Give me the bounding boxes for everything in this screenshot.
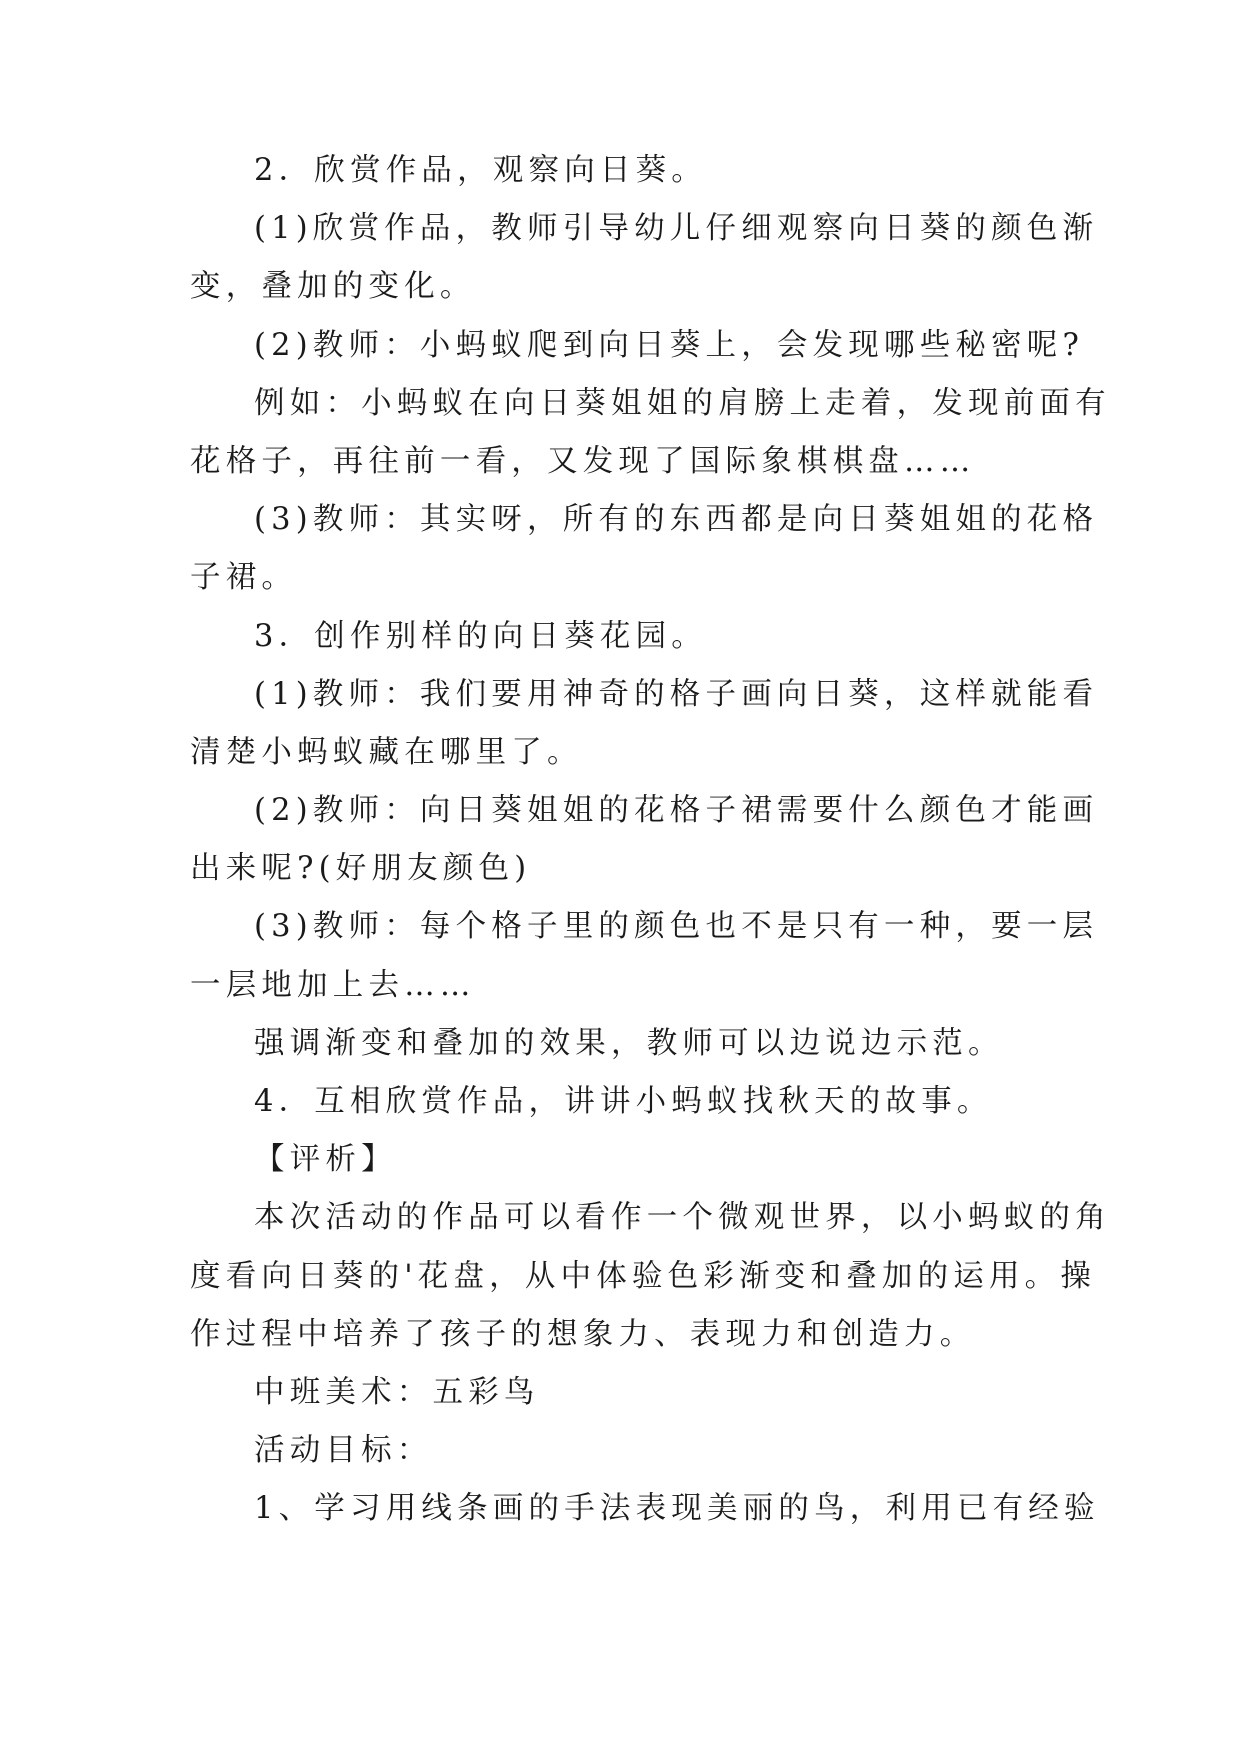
- paragraph-line: 本次活动的作品可以看作一个微观世界，以小蚂蚁的角: [254, 1200, 1111, 1236]
- paragraph-line: 度看向日葵的'花盘，从中体验色彩渐变和叠加的运用。操: [190, 1258, 1097, 1294]
- paragraph-line: (2)教师：小蚂蚁爬到向日葵上，会发现哪些秘密呢?: [254, 327, 1085, 363]
- paragraph-line: 出来呢?(好朋友颜色): [190, 851, 532, 887]
- paragraph-line: 子裙。: [190, 560, 298, 596]
- paragraph-line: (3)教师：其实呀，所有的东西都是向日葵姐姐的花格: [254, 502, 1099, 538]
- paragraph-line: 一层地加上去……: [190, 967, 476, 1003]
- analysis-heading: 【评析】: [254, 1142, 397, 1178]
- paragraph-line: 1、学习用线条画的手法表现美丽的鸟，利用已有经验: [254, 1491, 1100, 1527]
- paragraph-line: (1)教师：我们要用神奇的格子画向日葵，这样就能看: [254, 676, 1099, 712]
- paragraph-line: (1)欣赏作品，教师引导幼儿仔细观察向日葵的颜色渐: [254, 211, 1099, 247]
- paragraph-line: 强调渐变和叠加的效果，教师可以边说边示范。: [254, 1025, 1004, 1061]
- step-4-heading: 4．互相欣赏作品，讲讲小蚂蚁找秋天的故事。: [254, 1084, 993, 1119]
- paragraph-line: 例如：小蚂蚁在向日葵姐姐的肩膀上走着，发现前面有: [254, 385, 1111, 421]
- section-heading: 活动目标：: [254, 1433, 433, 1469]
- step-2-heading: 2．欣赏作品，观察向日葵。: [254, 153, 708, 188]
- paragraph-line: 变，叠加的变化。: [190, 269, 476, 305]
- paragraph-line: 作过程中培养了孩子的想象力、表现力和创造力。: [190, 1316, 976, 1352]
- paragraph-line: (3)教师：每个格子里的颜色也不是只有一种，要一层: [254, 909, 1099, 945]
- step-3-heading: 3．创作别样的向日葵花园。: [254, 618, 708, 654]
- lesson-title: 中班美术：五彩鸟: [254, 1374, 540, 1410]
- paragraph-line: 花格子，再往前一看，又发现了国际象棋棋盘……: [190, 443, 976, 479]
- paragraph-line: 清楚小蚂蚁藏在哪里了。: [190, 734, 583, 770]
- document-body: [190, 153, 1111, 1553]
- paragraph-line: (2)教师：向日葵姐姐的花格子裙需要什么颜色才能画: [254, 793, 1099, 829]
